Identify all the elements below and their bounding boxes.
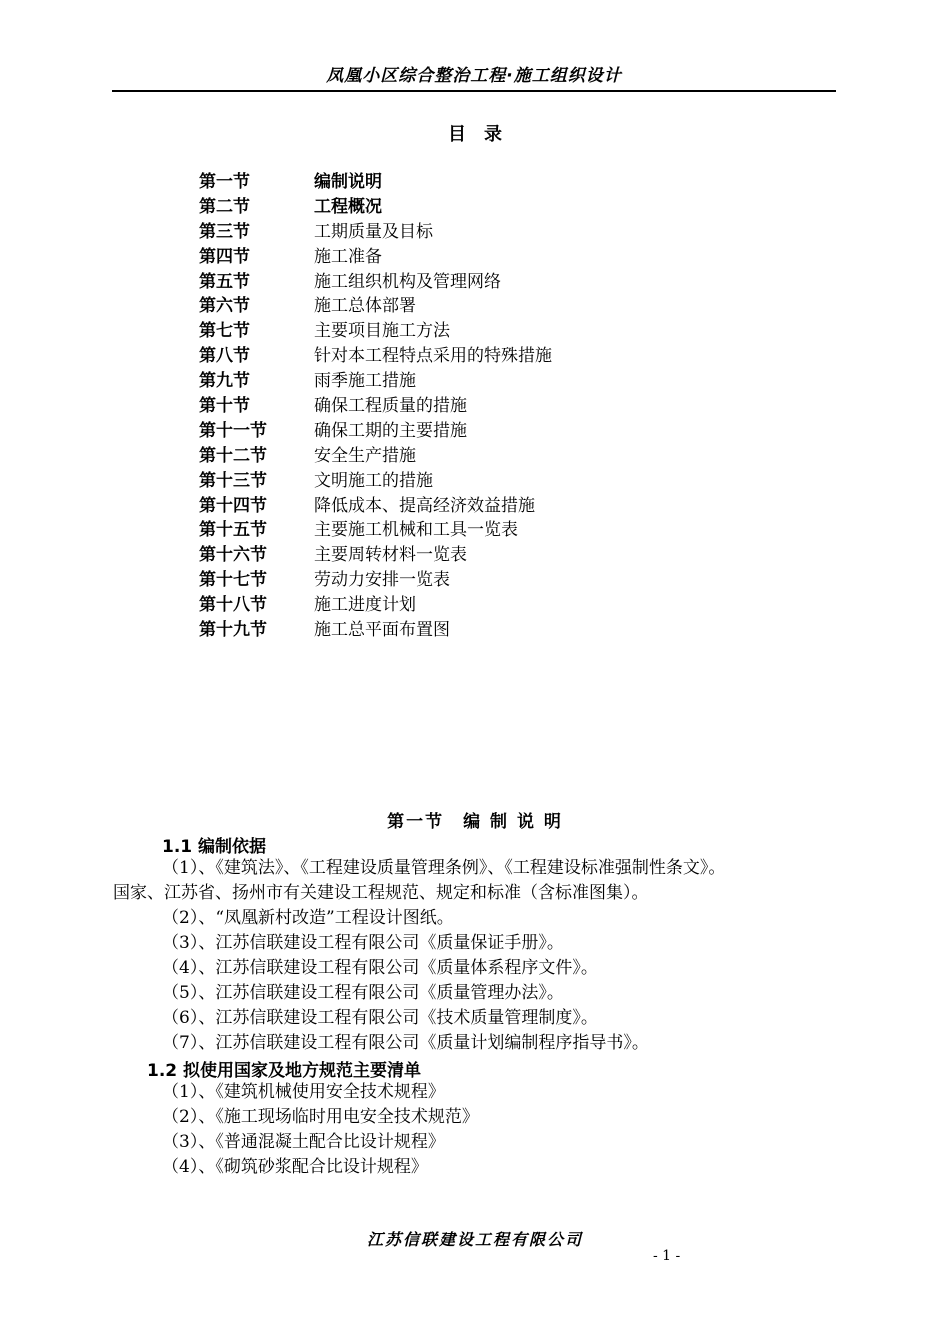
page-header: 凤凰小区综合整治工程·施工组织设计	[112, 62, 836, 92]
toc-item-label: 施工准备	[314, 246, 382, 267]
toc-item[interactable]	[199, 518, 552, 543]
toc-item[interactable]	[199, 195, 552, 220]
toc-item-number: 第六节	[199, 296, 250, 317]
toc-item[interactable]	[199, 319, 552, 344]
toc-item-number: 第九节	[199, 371, 250, 392]
toc-item-number: 第一节	[199, 172, 250, 192]
toc-item-label: 主要施工机械和工具一览表	[314, 520, 518, 541]
toc-item[interactable]	[199, 593, 552, 618]
footer-company: 江苏信联建设工程有限公司	[366, 1230, 583, 1249]
toc-item-number: 第十六节	[199, 545, 267, 566]
toc-item[interactable]	[199, 419, 552, 444]
toc-item-label: 工程概况	[314, 196, 382, 217]
toc-title: 目 录	[448, 124, 502, 145]
toc-item-number: 第十一节	[199, 420, 267, 441]
toc-item-number: 第五节	[199, 271, 250, 292]
section-title: 第一节 编 制 说 明	[387, 812, 563, 832]
toc-item-number: 第十四节	[199, 495, 267, 516]
toc-item-label: 针对本工程特点采用的特殊措施	[314, 346, 552, 367]
toc-item-label: 安全生产措施	[314, 445, 416, 466]
toc-item-number: 第四节	[199, 246, 250, 267]
toc-item-label: 工期质量及目标	[314, 221, 433, 242]
paragraph-line: （1）、《建筑法》、《工程建设质量管理条例》、《工程建设标准强制性条文》。	[162, 858, 726, 878]
toc-item[interactable]	[199, 294, 552, 319]
subsection-heading: 1.2 拟使用国家及地方规范主要清单	[147, 1061, 422, 1081]
toc-item-number: 第三节	[199, 221, 250, 242]
toc-item-label: 雨季施工措施	[314, 371, 416, 392]
toc-item-number: 第二节	[199, 196, 250, 217]
paragraph-line: （4）、江苏信联建设工程有限公司《质量体系程序文件》。	[162, 958, 598, 978]
table-of-contents	[199, 170, 552, 643]
toc-item[interactable]	[199, 618, 552, 643]
toc-item-number: 第十九节	[199, 620, 267, 641]
toc-item[interactable]	[199, 444, 552, 469]
toc-item[interactable]	[199, 220, 552, 245]
toc-item-number: 第十七节	[199, 570, 267, 591]
paragraph-line: （3）、《普通混凝土配合比设计规程》	[162, 1132, 445, 1152]
paragraph-line: （2）、《施工现场临时用电安全技术规范》	[162, 1107, 479, 1127]
toc-item-label: 施工进度计划	[314, 595, 416, 616]
paragraph-line: （4）、《砌筑砂浆配合比设计规程》	[162, 1157, 428, 1177]
toc-item-number: 第十八节	[199, 595, 267, 616]
toc-item[interactable]	[199, 369, 552, 394]
toc-item-label: 主要项目施工方法	[314, 321, 450, 342]
toc-item-number: 第十节	[199, 396, 250, 417]
toc-item-number: 第十五节	[199, 520, 267, 541]
paragraph-line: （5）、江苏信联建设工程有限公司《质量管理办法》。	[162, 983, 564, 1003]
toc-item-label: 编制说明	[314, 172, 382, 192]
page-number: - 1 -	[653, 1248, 681, 1264]
toc-item-label: 降低成本、提高经济效益措施	[314, 495, 535, 516]
paragraph-line: （6）、江苏信联建设工程有限公司《技术质量管理制度》。	[162, 1008, 598, 1028]
toc-item-label: 文明施工的措施	[314, 470, 433, 491]
toc-item-label: 施工组织机构及管理网络	[314, 271, 501, 292]
paragraph-line: （2）、“凤凰新村改造”工程设计图纸。	[162, 908, 454, 928]
toc-item-number: 第十三节	[199, 470, 267, 491]
paragraph-line: （3）、江苏信联建设工程有限公司《质量保证手册》。	[162, 933, 564, 953]
toc-item-label: 主要周转材料一览表	[314, 545, 467, 566]
toc-item-label: 施工总平面布置图	[314, 620, 450, 641]
toc-item-number: 第十二节	[199, 445, 267, 466]
toc-item[interactable]	[199, 170, 552, 195]
toc-item-label: 施工总体部署	[314, 296, 416, 317]
paragraph-line: （7）、江苏信联建设工程有限公司《质量计划编制程序指导书》。	[162, 1033, 649, 1053]
paragraph-line: 国家、江苏省、扬州市有关建设工程规范、规定和标准（含标准图集）。	[113, 883, 649, 903]
subsection-heading: 1.1 编制依据	[162, 837, 267, 857]
toc-item-label: 劳动力安排一览表	[314, 570, 450, 591]
toc-item-label: 确保工程质量的措施	[314, 396, 467, 417]
toc-item-number: 第八节	[199, 346, 250, 367]
toc-item[interactable]	[199, 568, 552, 593]
toc-item[interactable]	[199, 543, 552, 568]
toc-item-number: 第七节	[199, 321, 250, 342]
paragraph-line: （1）、《建筑机械使用安全技术规程》	[162, 1082, 445, 1102]
toc-item[interactable]	[199, 494, 552, 519]
toc-item-label: 确保工期的主要措施	[314, 420, 467, 441]
toc-item[interactable]	[199, 344, 552, 369]
toc-item[interactable]	[199, 469, 552, 494]
toc-item[interactable]	[199, 394, 552, 419]
toc-item[interactable]	[199, 245, 552, 270]
toc-item[interactable]	[199, 270, 552, 295]
